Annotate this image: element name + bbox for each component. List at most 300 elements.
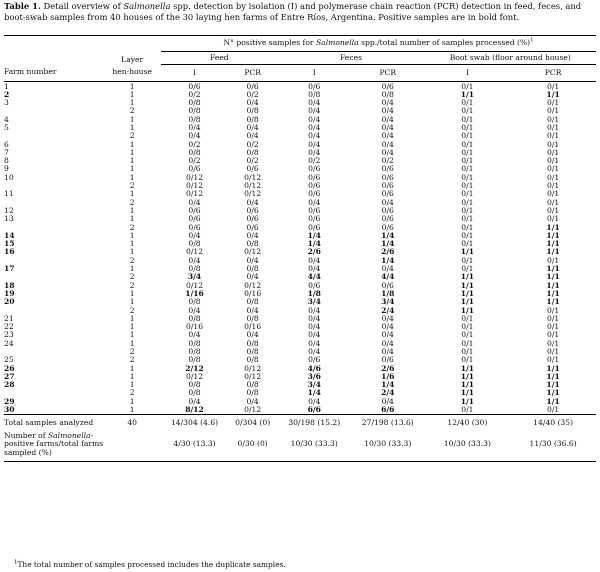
sample-cell: 0/1 <box>546 214 560 224</box>
sample-cell: 0/1 <box>546 197 560 207</box>
table-row <box>4 182 596 190</box>
sample-cell: 0/4 <box>246 330 259 340</box>
sample-cell: 0/8 <box>188 297 201 307</box>
table-row <box>4 116 596 124</box>
farm-number-cell: 6 <box>4 139 9 149</box>
sample-cell: 0/4 <box>308 98 321 108</box>
sample-cell: 1/4 <box>307 239 321 249</box>
sample-cell: 0/2 <box>188 156 201 166</box>
sample-cell: 0/1 <box>546 347 560 356</box>
sample-cell: 0/1 <box>546 106 560 116</box>
table-row <box>4 389 596 397</box>
sample-cell: 0/12 <box>244 172 262 182</box>
sample-cell: 0/8 <box>188 106 201 116</box>
layer-house-cell: 1 <box>129 247 135 257</box>
sample-cell: 1/1 <box>546 288 560 298</box>
sample-cell: 0/4 <box>188 255 201 265</box>
farm-number-cell: 17 <box>4 264 15 274</box>
sample-cell: 0/1 <box>546 205 560 215</box>
layer-house-cell: 1 <box>129 189 135 199</box>
header-group-feed: Feed <box>161 52 277 65</box>
sample-cell: 0/6 <box>188 164 201 174</box>
sample-cell: 1/8 <box>307 288 321 298</box>
sample-cell: 0/8 <box>188 338 201 348</box>
sample-cell: 0/1 <box>546 164 560 174</box>
sample-cell: 0/4 <box>246 131 259 141</box>
sample-cell: 0/8 <box>308 89 321 99</box>
sample-cell: 0/4 <box>381 197 394 207</box>
sample-cell: 0/1 <box>546 98 560 108</box>
sample-cell: 0/4 <box>308 396 321 406</box>
sample-cell: 1/1 <box>460 305 475 315</box>
sample-cell: 3/4 <box>307 380 321 390</box>
sample-cell: 1/1 <box>460 247 475 257</box>
sample-cell: 0/12 <box>185 181 204 191</box>
sample-cell: 0/1 <box>461 106 474 116</box>
layer-house-cell: 1 <box>129 156 135 166</box>
farm-number-cell: 29 <box>4 396 15 406</box>
sample-cell: 0/8 <box>188 98 201 108</box>
sample-cell: 0/6 <box>308 214 321 224</box>
sample-cell: 0/6 <box>246 205 259 215</box>
sample-cell: 0/1 <box>461 197 474 207</box>
farm-number-cell: 30 <box>4 405 15 415</box>
positives-label-2: positive farms/total farms <box>4 439 104 449</box>
sample-cell: 0/6 <box>308 172 321 182</box>
sample-cell: 1/1 <box>546 363 560 373</box>
sample-cell: 0/12 <box>244 371 262 381</box>
sample-cell: 0/1 <box>461 347 474 356</box>
totals-cell: 14/304 (4.6) <box>170 418 219 428</box>
sample-cell: 0/1 <box>546 255 560 265</box>
farm-number-cell <box>4 182 103 190</box>
sample-cell: 0/6 <box>381 81 394 91</box>
sample-cell: 0/1 <box>461 156 474 166</box>
sample-cell: 6/6 <box>381 405 395 415</box>
sample-cell: 0/8 <box>246 338 259 348</box>
sample-cell: 0/4 <box>308 197 321 207</box>
layer-house-cell: 1 <box>129 396 135 406</box>
sample-cell: 0/6 <box>246 81 259 91</box>
sample-cell: 2/4 <box>381 388 395 398</box>
sample-cell: 0/12 <box>244 181 262 191</box>
layer-house-cell: 1 <box>129 363 135 373</box>
table-row <box>4 381 596 389</box>
positives-label-3: sampled (%) <box>4 447 52 457</box>
table-row <box>4 99 596 107</box>
sample-cell: 0/8 <box>188 347 201 356</box>
sample-cell: 0/8 <box>188 147 201 157</box>
sample-cell: 0/1 <box>546 122 560 132</box>
totals-cell: 12/40 (30) <box>447 418 488 428</box>
sample-cell: 0/1 <box>546 172 560 182</box>
sample-cell: 1/1 <box>460 396 475 406</box>
caption-text-pre: Detail overview of <box>40 1 124 11</box>
sample-cell: 0/4 <box>308 305 321 315</box>
table-row <box>4 273 596 281</box>
table-row <box>4 365 596 373</box>
layer-house-cell: 1 <box>129 288 135 298</box>
sample-cell: 0/4 <box>308 139 321 149</box>
sample-cell: 0/1 <box>461 122 474 132</box>
sample-cell: 0/1 <box>546 139 560 149</box>
sample-cell: 0/4 <box>246 272 259 282</box>
sample-cell: 0/4 <box>381 139 394 149</box>
sample-cell: 0/4 <box>381 131 394 141</box>
sample-cell: 0/12 <box>244 280 262 290</box>
sample-cell: 0/4 <box>308 131 321 141</box>
sample-cell: 0/4 <box>381 122 394 132</box>
sample-cell: 0/12 <box>185 280 204 290</box>
sample-cell: 0/4 <box>381 106 394 116</box>
sample-cell: 1/8 <box>381 288 395 298</box>
sample-cell: 0/8 <box>246 297 259 307</box>
layer-house-cell: 1 <box>129 264 135 274</box>
sample-cell: 1/1 <box>546 230 560 240</box>
sample-cell: 0/1 <box>461 264 474 274</box>
results-table <box>4 35 596 462</box>
sample-cell: 2/6 <box>381 363 395 373</box>
table-row <box>4 323 596 331</box>
layer-house-cell: 2 <box>129 222 135 232</box>
sample-cell: 0/12 <box>244 247 262 257</box>
farm-number-cell: 26 <box>4 363 15 373</box>
sample-cell: 1/4 <box>307 230 321 240</box>
layer-house-cell: 1 <box>129 214 135 224</box>
sample-cell: 0/6 <box>308 355 321 365</box>
sample-cell: 0/1 <box>461 81 474 91</box>
sample-cell: 0/6 <box>381 189 394 199</box>
header-layer-2: hen-house <box>112 67 152 77</box>
table-row <box>4 165 596 173</box>
farm-number-cell: 20 <box>4 297 15 307</box>
sample-cell: 0/1 <box>546 338 560 348</box>
sample-cell: 0/2 <box>188 139 201 149</box>
sample-cell: 0/8 <box>188 264 201 274</box>
sample-cell: 0/6 <box>188 214 201 224</box>
positives-cell: 10/30 (33.3) <box>443 439 491 449</box>
table-row <box>4 215 596 223</box>
sample-cell: 1/1 <box>546 396 560 406</box>
sample-cell: 0/8 <box>246 106 259 116</box>
sample-cell: 0/6 <box>246 222 259 232</box>
farm-number-cell <box>4 273 103 281</box>
sample-cell: 0/4 <box>246 255 259 265</box>
sample-cell: 1/1 <box>546 264 560 274</box>
header-feces-i: I <box>312 67 316 77</box>
farm-number-cell: 27 <box>4 371 15 381</box>
sample-cell: 0/6 <box>246 214 259 224</box>
sample-cell: 1/1 <box>546 388 560 398</box>
layer-house-cell: 1 <box>129 147 135 157</box>
sample-cell: 0/8 <box>246 114 259 124</box>
sample-cell: 0/8 <box>188 355 201 365</box>
sample-cell: 0/4 <box>308 114 321 124</box>
sample-cell: 0/1 <box>546 147 560 157</box>
table-row <box>4 107 596 115</box>
farm-number-cell <box>4 307 103 315</box>
layer-house-cell: 2 <box>129 355 135 365</box>
sample-cell: 0/8 <box>188 388 201 398</box>
sample-cell: 3/4 <box>381 297 395 307</box>
sample-cell: 0/12 <box>185 172 204 182</box>
sample-cell: 0/1 <box>461 181 474 191</box>
sample-cell: 0/8 <box>188 380 201 390</box>
sample-cell: 0/4 <box>246 98 259 108</box>
sample-cell: 0/1 <box>461 405 474 415</box>
sample-cell: 0/4 <box>246 305 259 315</box>
sample-cell: 0/1 <box>546 156 560 166</box>
sample-cell: 0/6 <box>381 172 394 182</box>
sample-cell: 0/1 <box>461 131 474 141</box>
sample-cell: 0/8 <box>246 380 259 390</box>
layer-house-cell: 1 <box>129 89 135 99</box>
table-row <box>4 141 596 149</box>
farm-number-cell: 16 <box>4 247 15 257</box>
sample-cell: 0/6 <box>308 280 321 290</box>
sample-cell: 1/1 <box>546 297 560 307</box>
sample-cell: 0/1 <box>461 330 474 340</box>
caption-label: Table 1. <box>4 1 41 11</box>
sample-cell: 0/6 <box>308 181 321 191</box>
layer-house-cell: 2 <box>129 255 135 265</box>
farm-number-cell: 13 <box>4 214 14 224</box>
farm-number-cell: 11 <box>4 189 14 199</box>
table-row <box>4 190 596 198</box>
footnote-text: The total number of samples processed includes the duplicate samples. <box>17 560 286 569</box>
sample-cell: 0/6 <box>308 81 321 91</box>
totals-cell: 27/198 (13.6) <box>361 418 414 428</box>
sample-cell: 0/4 <box>308 330 321 340</box>
layer-house-cell: 1 <box>129 122 135 132</box>
header-group-feces: Feces <box>277 52 424 65</box>
caption-italic: Salmonella <box>123 1 171 11</box>
layer-house-cell: 2 <box>129 197 135 207</box>
layer-house-cell: 1 <box>129 114 135 124</box>
layer-house-cell: 2 <box>129 347 135 356</box>
sample-cell: 0/4 <box>246 230 259 240</box>
positives-cell: 10/30 (33.3) <box>290 439 338 449</box>
farm-number-cell <box>4 132 103 140</box>
header-group-boot: Boot swab (floor around house) <box>425 52 596 65</box>
farm-number-cell <box>4 257 103 265</box>
layer-house-cell: 2 <box>129 388 135 398</box>
sample-cell: 1/1 <box>460 272 475 282</box>
positives-cell: 11/30 (36.6) <box>529 439 577 449</box>
sample-cell: 1/1 <box>460 363 475 373</box>
table-row <box>4 124 596 132</box>
table-row <box>4 149 596 157</box>
farm-number-cell: 14 <box>4 230 15 240</box>
sample-cell: 0/16 <box>185 322 204 332</box>
layer-house-cell: 1 <box>129 205 135 215</box>
table-row <box>4 331 596 339</box>
sample-cell: 0/1 <box>461 230 474 240</box>
sample-cell: 1/1 <box>460 388 475 398</box>
farm-number-cell: 15 <box>4 239 15 249</box>
table-row <box>4 356 596 364</box>
sample-cell: 0/12 <box>185 371 204 381</box>
sample-cell: 0/12 <box>244 189 262 199</box>
sample-cell: 1/4 <box>381 255 395 265</box>
totals-layer: 40 <box>127 418 137 428</box>
farm-number-cell: 24 <box>4 338 14 348</box>
sample-cell: 2/12 <box>185 363 204 373</box>
header-spacer-farm <box>4 36 103 52</box>
sample-cell: 0/1 <box>461 355 474 365</box>
sample-cell: 0/4 <box>308 322 321 332</box>
sample-cell: 1/1 <box>546 280 560 290</box>
farm-number-cell <box>4 348 103 356</box>
sample-cell: 1/4 <box>381 230 395 240</box>
table-row <box>4 240 596 248</box>
table-row <box>4 290 596 298</box>
layer-house-cell: 1 <box>129 313 135 323</box>
layer-house-cell: 2 <box>129 181 135 191</box>
farm-number-cell: 8 <box>4 156 9 166</box>
sample-cell: 1/4 <box>381 239 395 249</box>
sample-cell: 0/4 <box>381 338 394 348</box>
sample-cell: 0/4 <box>308 106 321 116</box>
sample-cell: 0/2 <box>246 89 259 99</box>
sample-cell: 3/6 <box>307 371 321 381</box>
sample-cell: 0/4 <box>308 347 321 356</box>
table-row <box>4 174 596 182</box>
sample-cell: 4/4 <box>307 272 321 282</box>
table-caption <box>4 1 596 23</box>
sample-cell: 0/1 <box>461 164 474 174</box>
layer-house-cell: 1 <box>129 330 135 340</box>
sample-cell: 0/4 <box>381 322 394 332</box>
layer-house-cell: 1 <box>129 371 135 381</box>
table-row <box>4 232 596 240</box>
farm-number-cell: 25 <box>4 355 14 365</box>
sample-cell: 0/12 <box>185 247 204 257</box>
sample-cell: 0/12 <box>244 405 262 415</box>
sample-cell: 0/1 <box>461 222 474 232</box>
layer-house-cell: 1 <box>129 405 135 415</box>
sample-cell: 0/4 <box>188 197 201 207</box>
sample-cell: 0/12 <box>185 189 204 199</box>
sample-cell: 0/1 <box>461 313 474 323</box>
farm-number-cell: 19 <box>4 288 15 298</box>
table-body <box>4 81 596 415</box>
sample-cell: 0/4 <box>381 98 394 108</box>
farm-number-cell: 23 <box>4 330 14 340</box>
sample-cell: 0/8 <box>246 347 259 356</box>
sample-cell: 0/4 <box>308 313 321 323</box>
sample-cell: 0/1 <box>546 305 560 315</box>
sample-cell: 0/1 <box>461 255 474 265</box>
sample-cell: 0/16 <box>244 288 262 298</box>
header-empty-1 <box>4 52 103 65</box>
sample-cell: 0/8 <box>246 147 259 157</box>
sample-cell: 0/4 <box>381 347 394 356</box>
table-row <box>4 340 596 348</box>
header-boot-i: I <box>465 67 469 77</box>
farm-number-cell: 1 <box>4 81 9 91</box>
positives-cell: 4/30 (13.3) <box>173 439 216 449</box>
layer-house-cell: 2 <box>129 280 135 290</box>
sample-cell: 0/4 <box>188 305 201 315</box>
table-row <box>4 257 596 265</box>
sample-cell: 1/1 <box>460 280 475 290</box>
sample-cell: 0/6 <box>188 222 201 232</box>
header-feed-pcr: PCR <box>244 67 261 77</box>
sample-cell: 0/8 <box>188 313 201 323</box>
table-row <box>4 91 596 99</box>
sample-cell: 0/4 <box>188 131 201 141</box>
sample-cell: 0/4 <box>188 330 201 340</box>
sample-cell: 0/8 <box>246 239 259 249</box>
sample-cell: 6/6 <box>307 405 321 415</box>
sample-cell: 0/6 <box>381 164 394 174</box>
layer-house-cell: 2 <box>129 131 135 141</box>
layer-house-cell: 1 <box>129 338 135 348</box>
sample-cell: 0/8 <box>246 355 259 365</box>
sample-cell: 0/8 <box>246 313 259 323</box>
totals-label: Total samples analyzed <box>4 418 94 428</box>
farm-number-cell: 3 <box>4 98 9 108</box>
sample-cell: 1/1 <box>460 288 475 298</box>
farm-number-cell <box>4 224 103 232</box>
sample-cell: 0/4 <box>381 313 394 323</box>
sample-cell: 0/4 <box>308 147 321 157</box>
sample-cell: 0/16 <box>244 322 262 332</box>
sample-cell: 0/4 <box>381 330 394 340</box>
sample-cell: 0/4 <box>308 264 321 274</box>
table-row <box>4 282 596 290</box>
layer-house-cell: 1 <box>129 239 135 249</box>
positives-label-1: Number of Salmonella- <box>4 430 94 440</box>
sample-cell: 0/6 <box>381 214 394 224</box>
sample-cell: 1/1 <box>546 272 560 282</box>
sample-cell: 0/1 <box>546 355 560 365</box>
table-row <box>4 307 596 315</box>
sample-cell: 0/4 <box>246 396 259 406</box>
sample-cell: 1/4 <box>381 380 395 390</box>
sample-cell: 0/1 <box>546 330 560 340</box>
farm-number-cell: 12 <box>4 205 14 215</box>
sample-cell: 3/4 <box>307 297 321 307</box>
table-row <box>4 248 596 256</box>
sample-cell: 0/1 <box>461 214 474 224</box>
sample-cell: 0/1 <box>546 405 560 415</box>
sample-cell: 1/1 <box>546 222 560 232</box>
sample-cell: 0/6 <box>381 222 394 232</box>
layer-house-cell: 1 <box>129 230 135 240</box>
sample-cell: 0/1 <box>461 147 474 157</box>
totals-cell: 30/198 (15.2) <box>288 418 341 428</box>
sample-cell: 0/6 <box>381 355 394 365</box>
sample-cell: 4/6 <box>307 363 321 373</box>
table-row <box>4 81 596 91</box>
sample-cell: 1/1 <box>546 89 560 99</box>
sample-cell: 1/1 <box>546 380 560 390</box>
sample-cell: 0/1 <box>461 114 474 124</box>
table-row <box>4 199 596 207</box>
sample-cell: 1/1 <box>546 247 560 257</box>
farm-number-cell: 21 <box>4 313 14 323</box>
layer-house-cell: 1 <box>129 322 135 332</box>
sample-cell: 0/1 <box>461 172 474 182</box>
sample-cell: 1/1 <box>460 297 475 307</box>
sample-cell: 0/2 <box>188 89 201 99</box>
sample-cell: 0/1 <box>461 239 474 249</box>
sample-cell: 0/4 <box>381 147 394 157</box>
table-row <box>4 157 596 165</box>
farm-number-cell: 9 <box>4 164 9 174</box>
